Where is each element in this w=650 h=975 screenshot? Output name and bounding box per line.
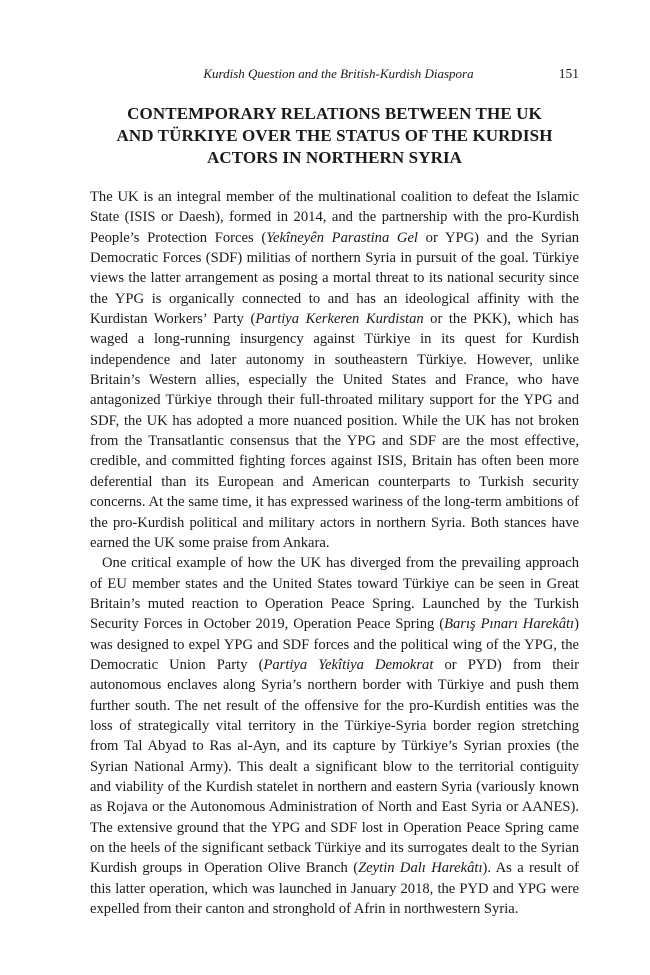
italic-term: Yekîneyên Parastina Gel — [266, 229, 418, 246]
italic-term: Zeytin Dalı Harekâtı — [358, 860, 483, 877]
paragraph-1 — [90, 187, 579, 553]
italic-term: Partiya Kerkeren Kurdistan — [255, 311, 424, 328]
running-head — [90, 66, 579, 88]
page-number: 151 — [558, 66, 579, 81]
section-title-line-2: AND TÜRKIYE OVER THE STATUS OF THE KURDISH — [116, 126, 553, 145]
italic-term: Barış Pınarı Harekâtı — [444, 616, 575, 633]
body-text — [90, 187, 579, 919]
text-run: or YPG) and the Syrian Democratic Forces (SDF) militias of northern Syria in pursuit of the goal. Türkiye views the latter arrangement as posing a mortal threat to its national security since the YPG is organically connected to and has an ideological affinity with the Kurdistan Workers’ Party ( — [90, 229, 579, 328]
text-run: The UK is an integral member of the multinational coalition to defeat the Islamic State (ISIS or Daesh), formed in 2014, and the partnership with the pro-Kurdish People’s Protection Forces ( — [90, 189, 579, 246]
text-run: ). As a result of this latter operation, which was launched in January 2018, the PYD and YPG were expelled from their canton and stronghold of Afrin in northwestern Syria. — [90, 860, 579, 918]
text-run: One critical example of how the UK has diverged from the prevailing approach of EU member states and the United States toward Türkiye can be seen in Great Britain’s muted reaction to Operation Peace Spring. Launched by the Turkish Security Forces in October 2019, Operation Peace Spring ( — [90, 555, 579, 633]
section-title-line-3: ACTORS IN NORTHERN SYRIA — [206, 148, 463, 167]
section-title-line-1: CONTEMPORARY RELATIONS BETWEEN THE UK — [127, 104, 542, 123]
text-run: ) was designed to expel YPG and SDF forces and the political wing of the YPG, the Democratic Union Party ( — [90, 616, 579, 673]
text-run: or the PKK), which has waged a long-running insurgency against Türkiye in its quest for Kurdish independence and later autonomy in southeastern Türkiye. However, unlike Britain’s Western allies, especially the United States and France, who have antagonized Türkiye through their full-throated military support for the YPG and SDF, the UK has adopted a more nuanced position. While the UK has not broken from the Transatlantic consensus that the YPG and SDF are the most effective, credible, and committed fighting forces against ISIS, Britain has often been more deferential than its European and American counterparts to Turkish security concerns. At the same time, it has expressed wariness of the long-term ambitions of the pro-Kurdish political and military actors in northern Syria. Both stances have earned the UK some praise from Ankara. — [90, 311, 579, 551]
text-run: or PYD) from their autonomous enclaves along Syria’s northern border with Türkiye and push them further south. The net result of the offensive for the pro-Kurdish entities was the loss of strategically vital territory in the Türkiye-Syria border region stretching from Tal Abyad to Ras al-Ayn, and its capture by Türkiye’s Syrian proxies (the Syrian National Army). This dealt a significant blow to the territorial contiguity and viability of the Kurdish statelet in northern and eastern Syria (variously known as Rojava or the Autonomous Administration of North and East Syria or AANES). The extensive ground that the YPG and SDF lost in Operation Peace Spring came on the heels of the significant setback Türkiye and its surrogates dealt to the Syrian Kurdish groups in Operation Olive Branch ( — [90, 656, 579, 877]
running-title: Kurdish Question and the British-Kurdish Diaspora — [203, 66, 474, 81]
paragraph-2 — [90, 553, 579, 919]
book-page — [90, 66, 579, 919]
section-title — [106, 103, 563, 169]
italic-term: Partiya Yekîtiya Demokrat — [263, 656, 434, 673]
